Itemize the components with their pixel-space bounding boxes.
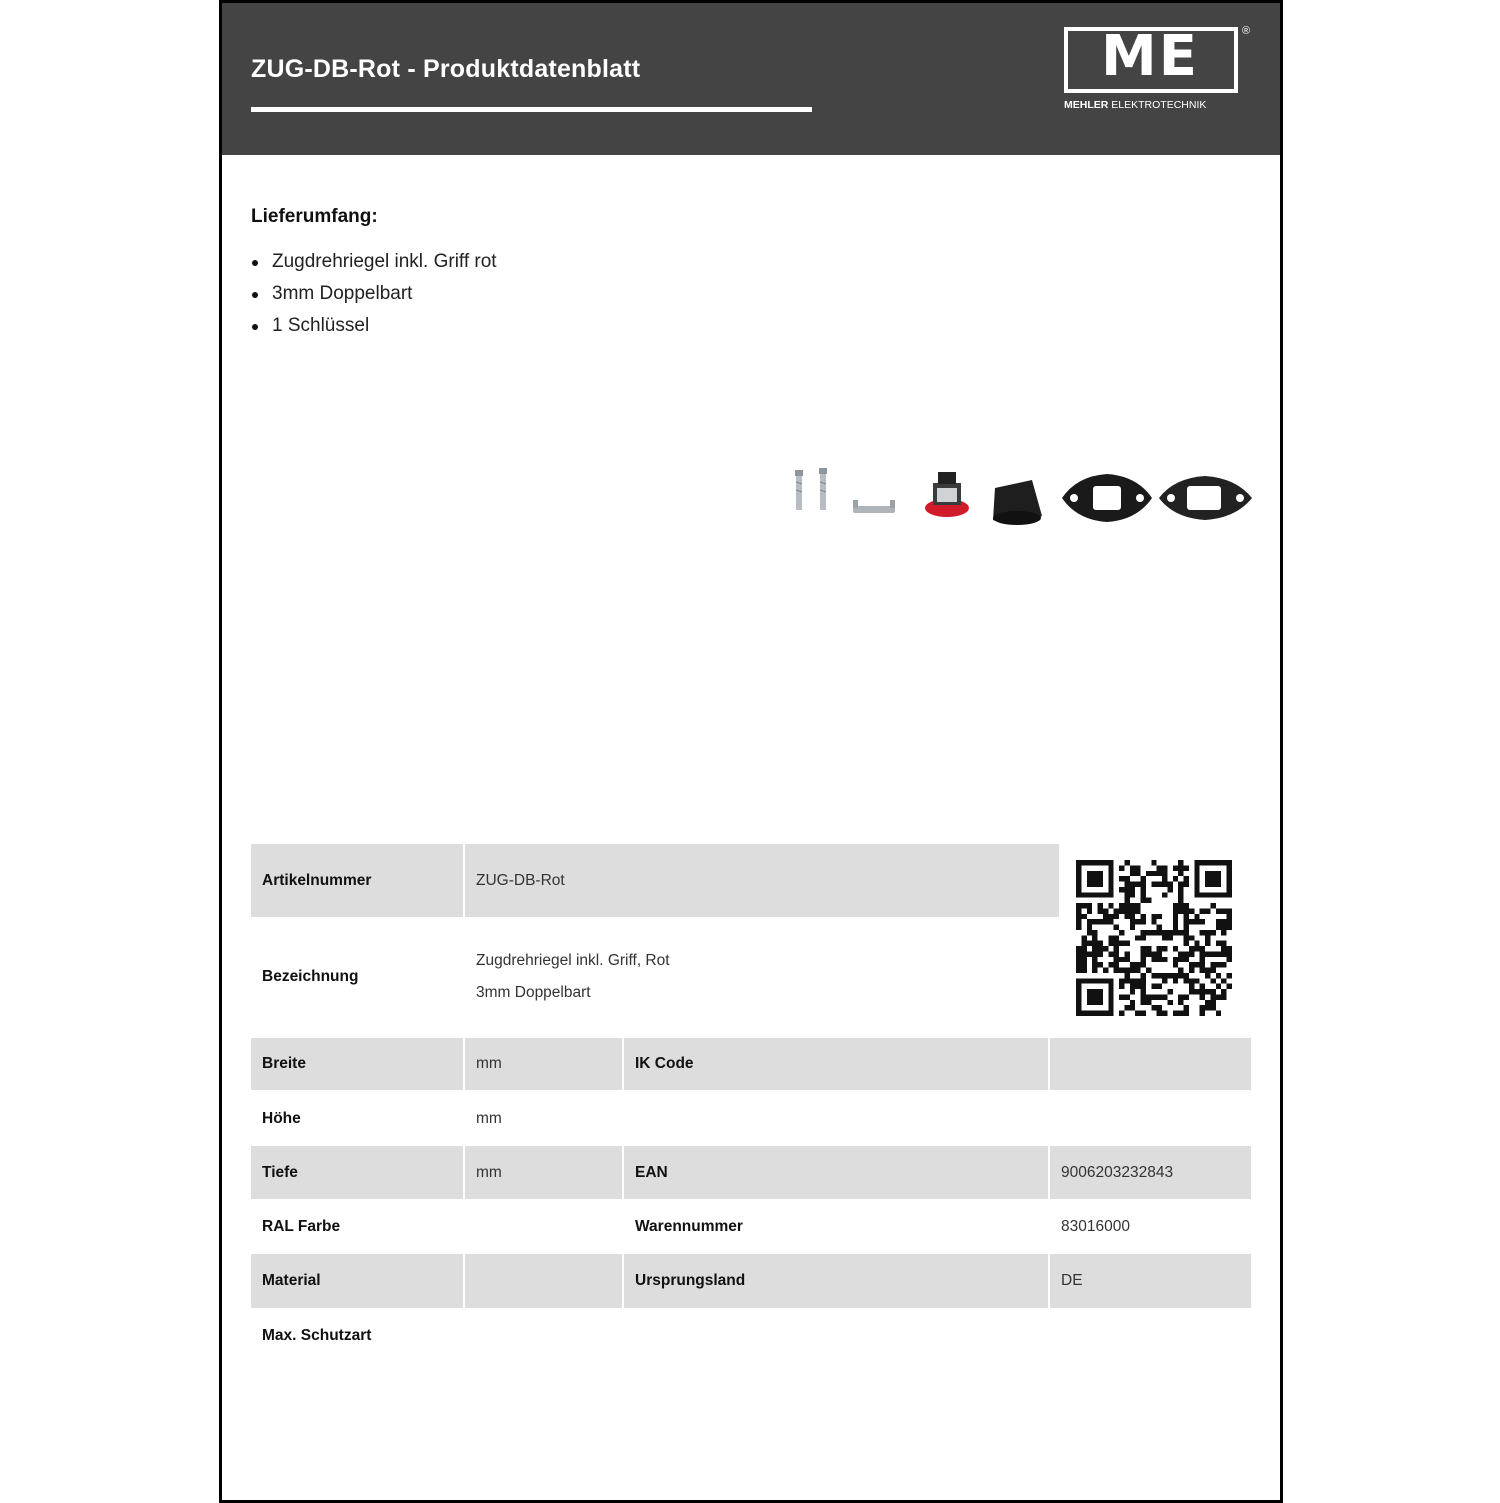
bezeichnung-line-2: 3mm Doppelbart — [476, 984, 591, 1001]
ean-value: 9006203232843 — [1050, 1146, 1251, 1199]
dichtung-icon — [1159, 476, 1252, 520]
screws-icon — [795, 468, 827, 510]
logo-registered-mark: ® — [1242, 25, 1251, 37]
logo-mark: ME — [1101, 24, 1199, 89]
hoehe-value: mm — [476, 1110, 502, 1127]
table-row — [251, 1092, 1251, 1146]
material-value — [465, 1254, 622, 1308]
bezeichnung-line-1: Zugdrehriegel inkl. Griff, Rot — [476, 952, 670, 969]
mehler-logo — [1064, 24, 1251, 117]
product-parts-image — [787, 458, 1257, 538]
bezeichnung-value — [465, 917, 1059, 1037]
logo-subtitle — [1064, 99, 1206, 111]
breite-value: mm — [465, 1038, 622, 1090]
datasheet-page — [219, 0, 1283, 1503]
lieferumfang-list — [251, 249, 497, 345]
page-title: ZUG-DB-Rot - Produktdatenblatt — [251, 55, 641, 83]
ikcode-value — [1050, 1038, 1251, 1090]
artikelnummer-label: Artikelnummer — [251, 844, 463, 917]
warennummer-value: 83016000 — [1061, 1218, 1130, 1235]
table-row — [251, 1309, 1251, 1363]
ral-value — [465, 1200, 622, 1254]
title-underline — [251, 107, 812, 112]
table-row — [251, 844, 1059, 917]
table-row — [251, 1254, 1251, 1308]
qr-code-icon — [1076, 860, 1232, 1016]
ursprungsland-label: Ursprungsland — [624, 1254, 1048, 1308]
ikcode-label: IK Code — [624, 1038, 1048, 1090]
ursprungsland-value: DE — [1050, 1254, 1251, 1308]
logo-brand: MEHLER — [1064, 99, 1109, 111]
schutzart-label: Max. Schutzart — [262, 1327, 372, 1344]
list-item: 3mm Doppelbart — [251, 281, 497, 313]
table-row — [251, 1146, 1251, 1199]
lieferumfang-heading: Lieferumfang: — [251, 206, 378, 227]
zugdrehriegel-icon — [925, 472, 969, 517]
list-item: Zugdrehriegel inkl. Griff rot — [251, 249, 497, 281]
logo-tagline: ELEKTROTECHNIK — [1111, 99, 1207, 111]
table-row — [251, 1038, 1251, 1090]
doppelbart-icon — [853, 500, 895, 513]
header-bar — [222, 3, 1280, 155]
schutzart-value — [465, 1309, 622, 1363]
tiefe-value: mm — [465, 1146, 622, 1199]
artikelnummer-value: ZUG-DB-Rot — [465, 844, 1059, 917]
material-label: Material — [251, 1254, 463, 1308]
griff-icon — [993, 480, 1042, 525]
table-row — [251, 1200, 1251, 1254]
list-item: 1 Schlüssel — [251, 313, 497, 345]
bezeichnung-label: Bezeichnung — [262, 968, 359, 985]
table-row — [251, 917, 1059, 1037]
tiefe-label: Tiefe — [251, 1146, 463, 1199]
rosette-icon — [1062, 474, 1152, 522]
breite-label: Breite — [251, 1038, 463, 1090]
ral-label: RAL Farbe — [262, 1218, 341, 1235]
warennummer-label: Warennummer — [635, 1218, 743, 1235]
ean-label: EAN — [624, 1146, 1048, 1199]
hoehe-label: Höhe — [262, 1110, 301, 1127]
